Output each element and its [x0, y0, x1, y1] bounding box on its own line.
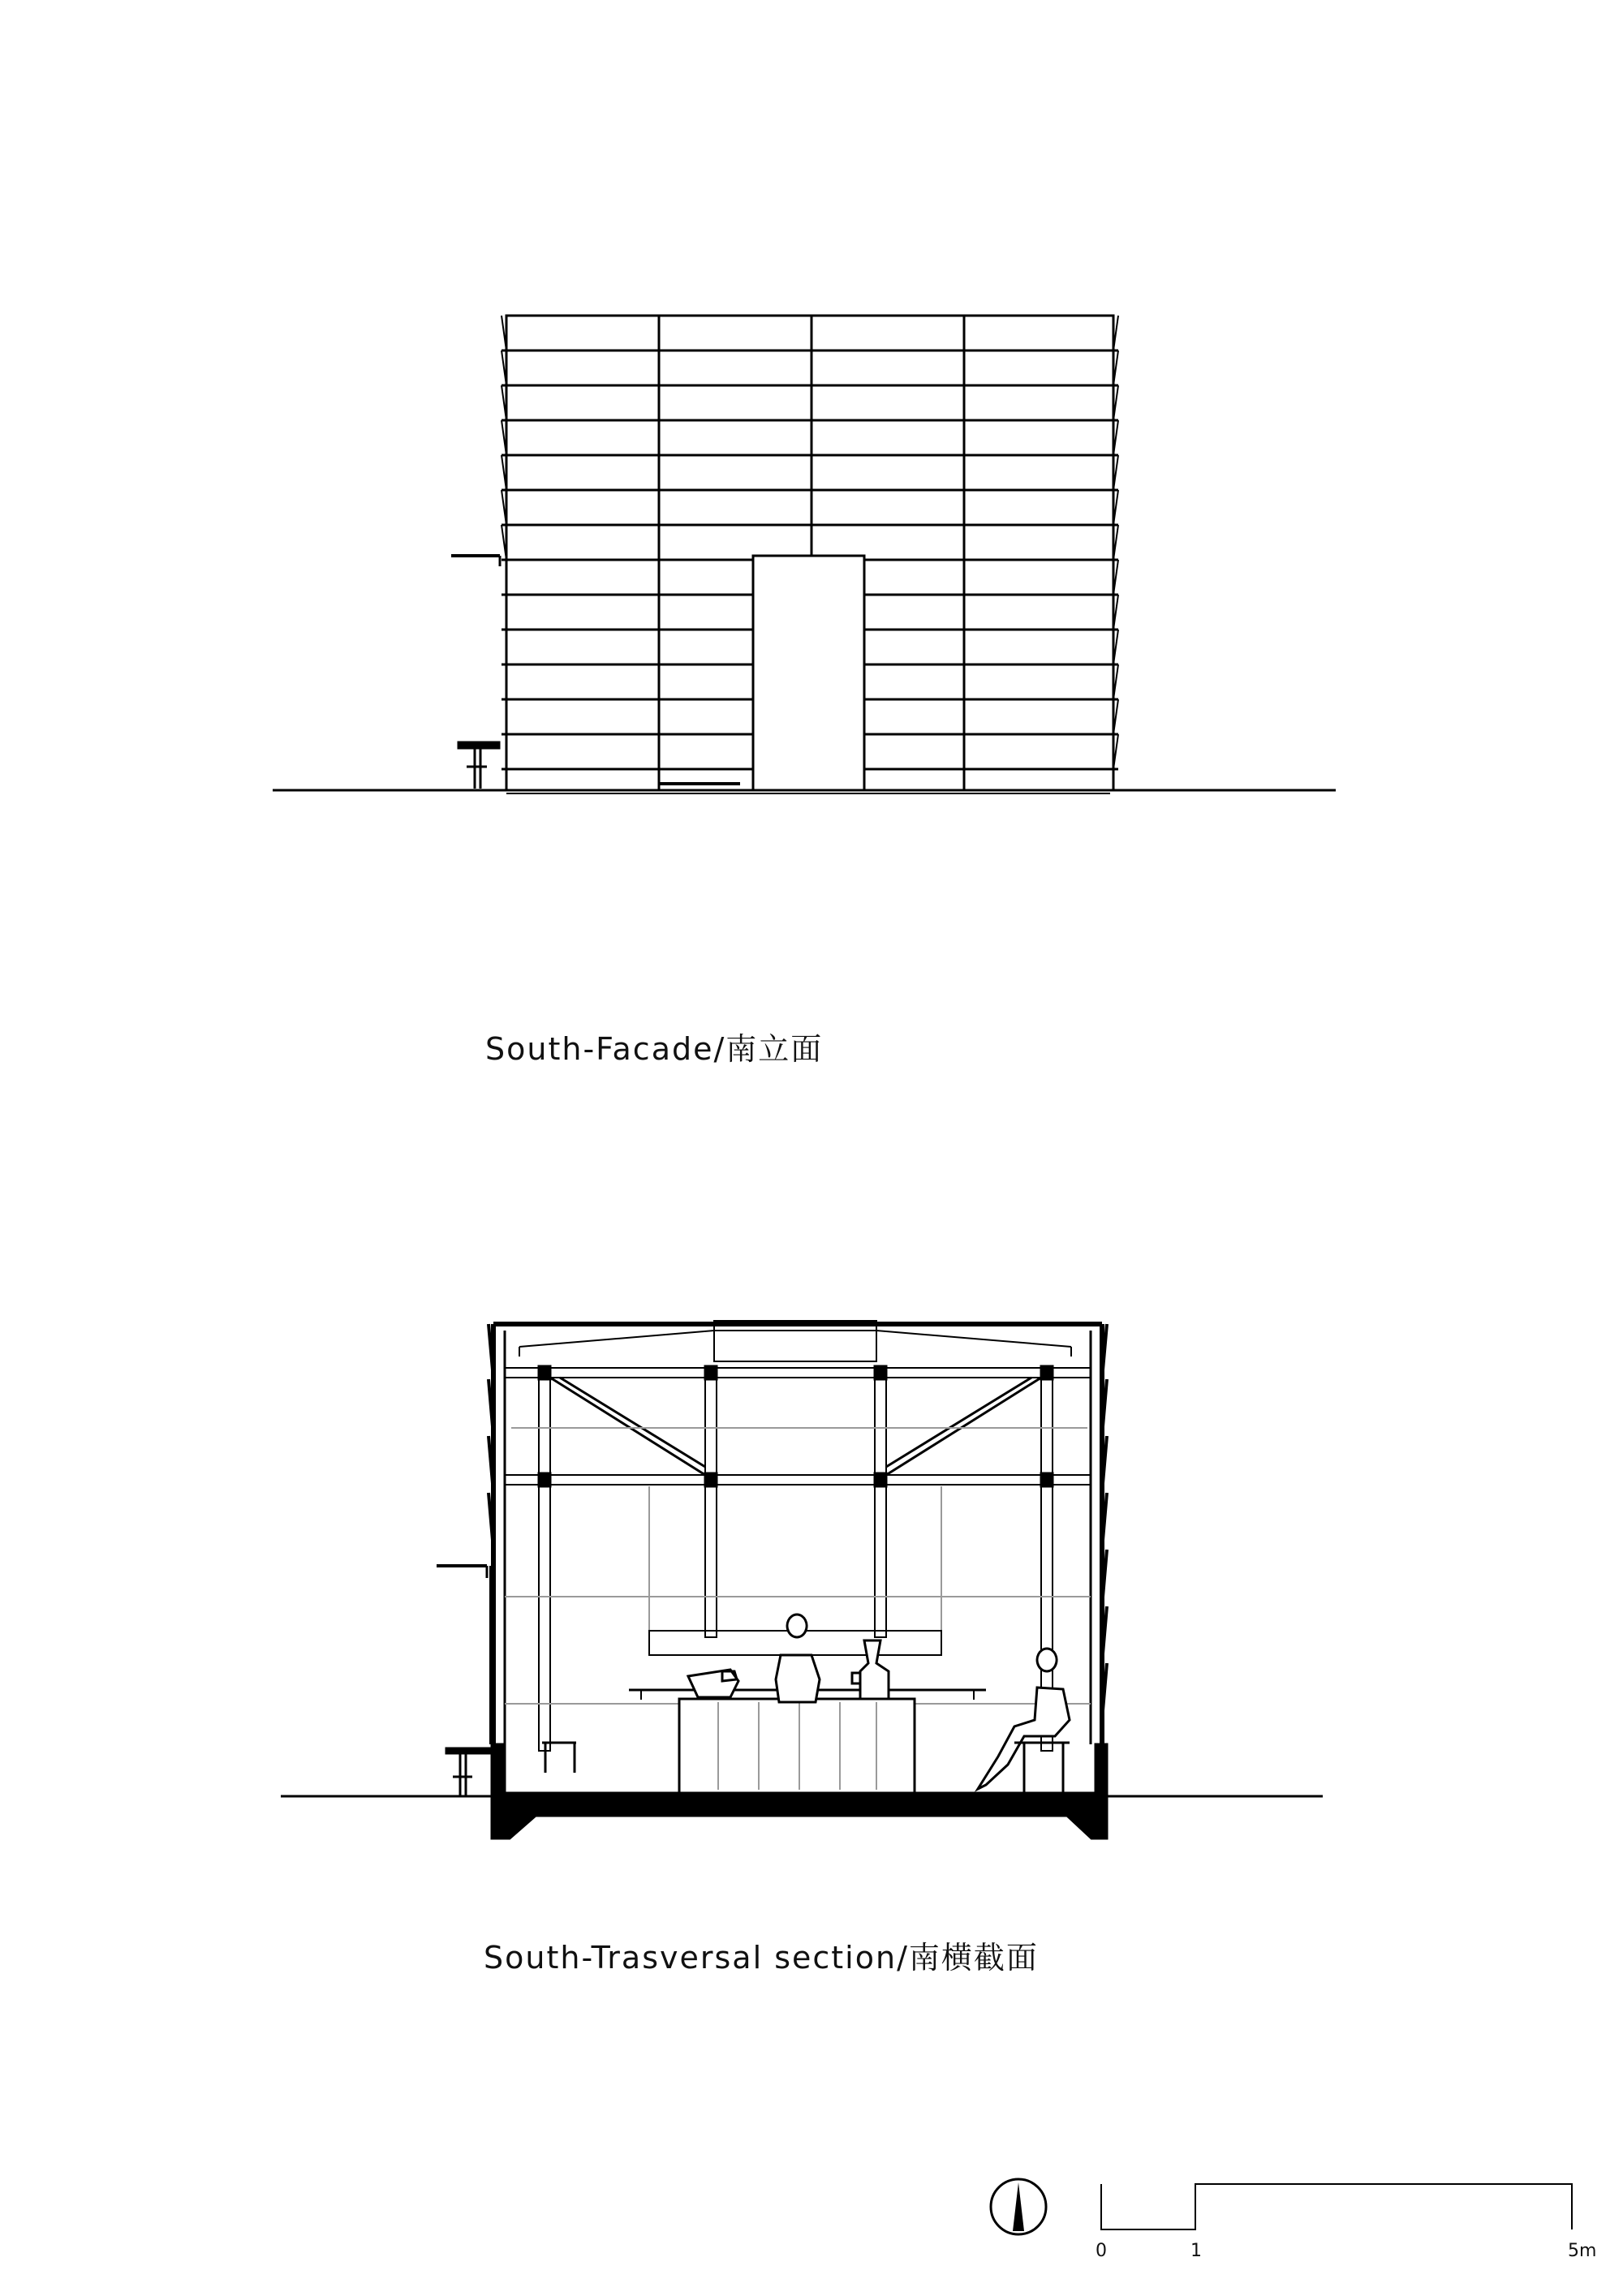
north-arrow-icon [991, 2179, 1046, 2234]
facade-door [753, 556, 864, 790]
section-bench-left [446, 1748, 491, 1796]
south-transversal-section [281, 1321, 1323, 1838]
section-joints [539, 1366, 1053, 1486]
scale-label-5m: 5m [1568, 2241, 1597, 2261]
south-facade-caption: South-Facade/南立面 [485, 1031, 824, 1067]
section-skylight [714, 1321, 876, 1361]
scale-label-1: 1 [1190, 2241, 1202, 2261]
scale-label-0: 0 [1096, 2241, 1107, 2261]
facade-bench [458, 742, 499, 789]
section-stool-left [542, 1743, 576, 1773]
section-coffee-machine-left [688, 1670, 738, 1697]
section-braces [550, 1378, 1041, 1475]
south-facade-elevation [273, 316, 1336, 793]
section-barista-figure [776, 1615, 820, 1702]
section-beams [505, 1368, 1091, 1485]
section-ceiling [519, 1331, 1071, 1347]
scale-bar [1101, 2184, 1572, 2229]
south-section-caption: South-Trasversal section/南横截面 [484, 1940, 1039, 1976]
section-bar-counter [679, 1699, 915, 1793]
